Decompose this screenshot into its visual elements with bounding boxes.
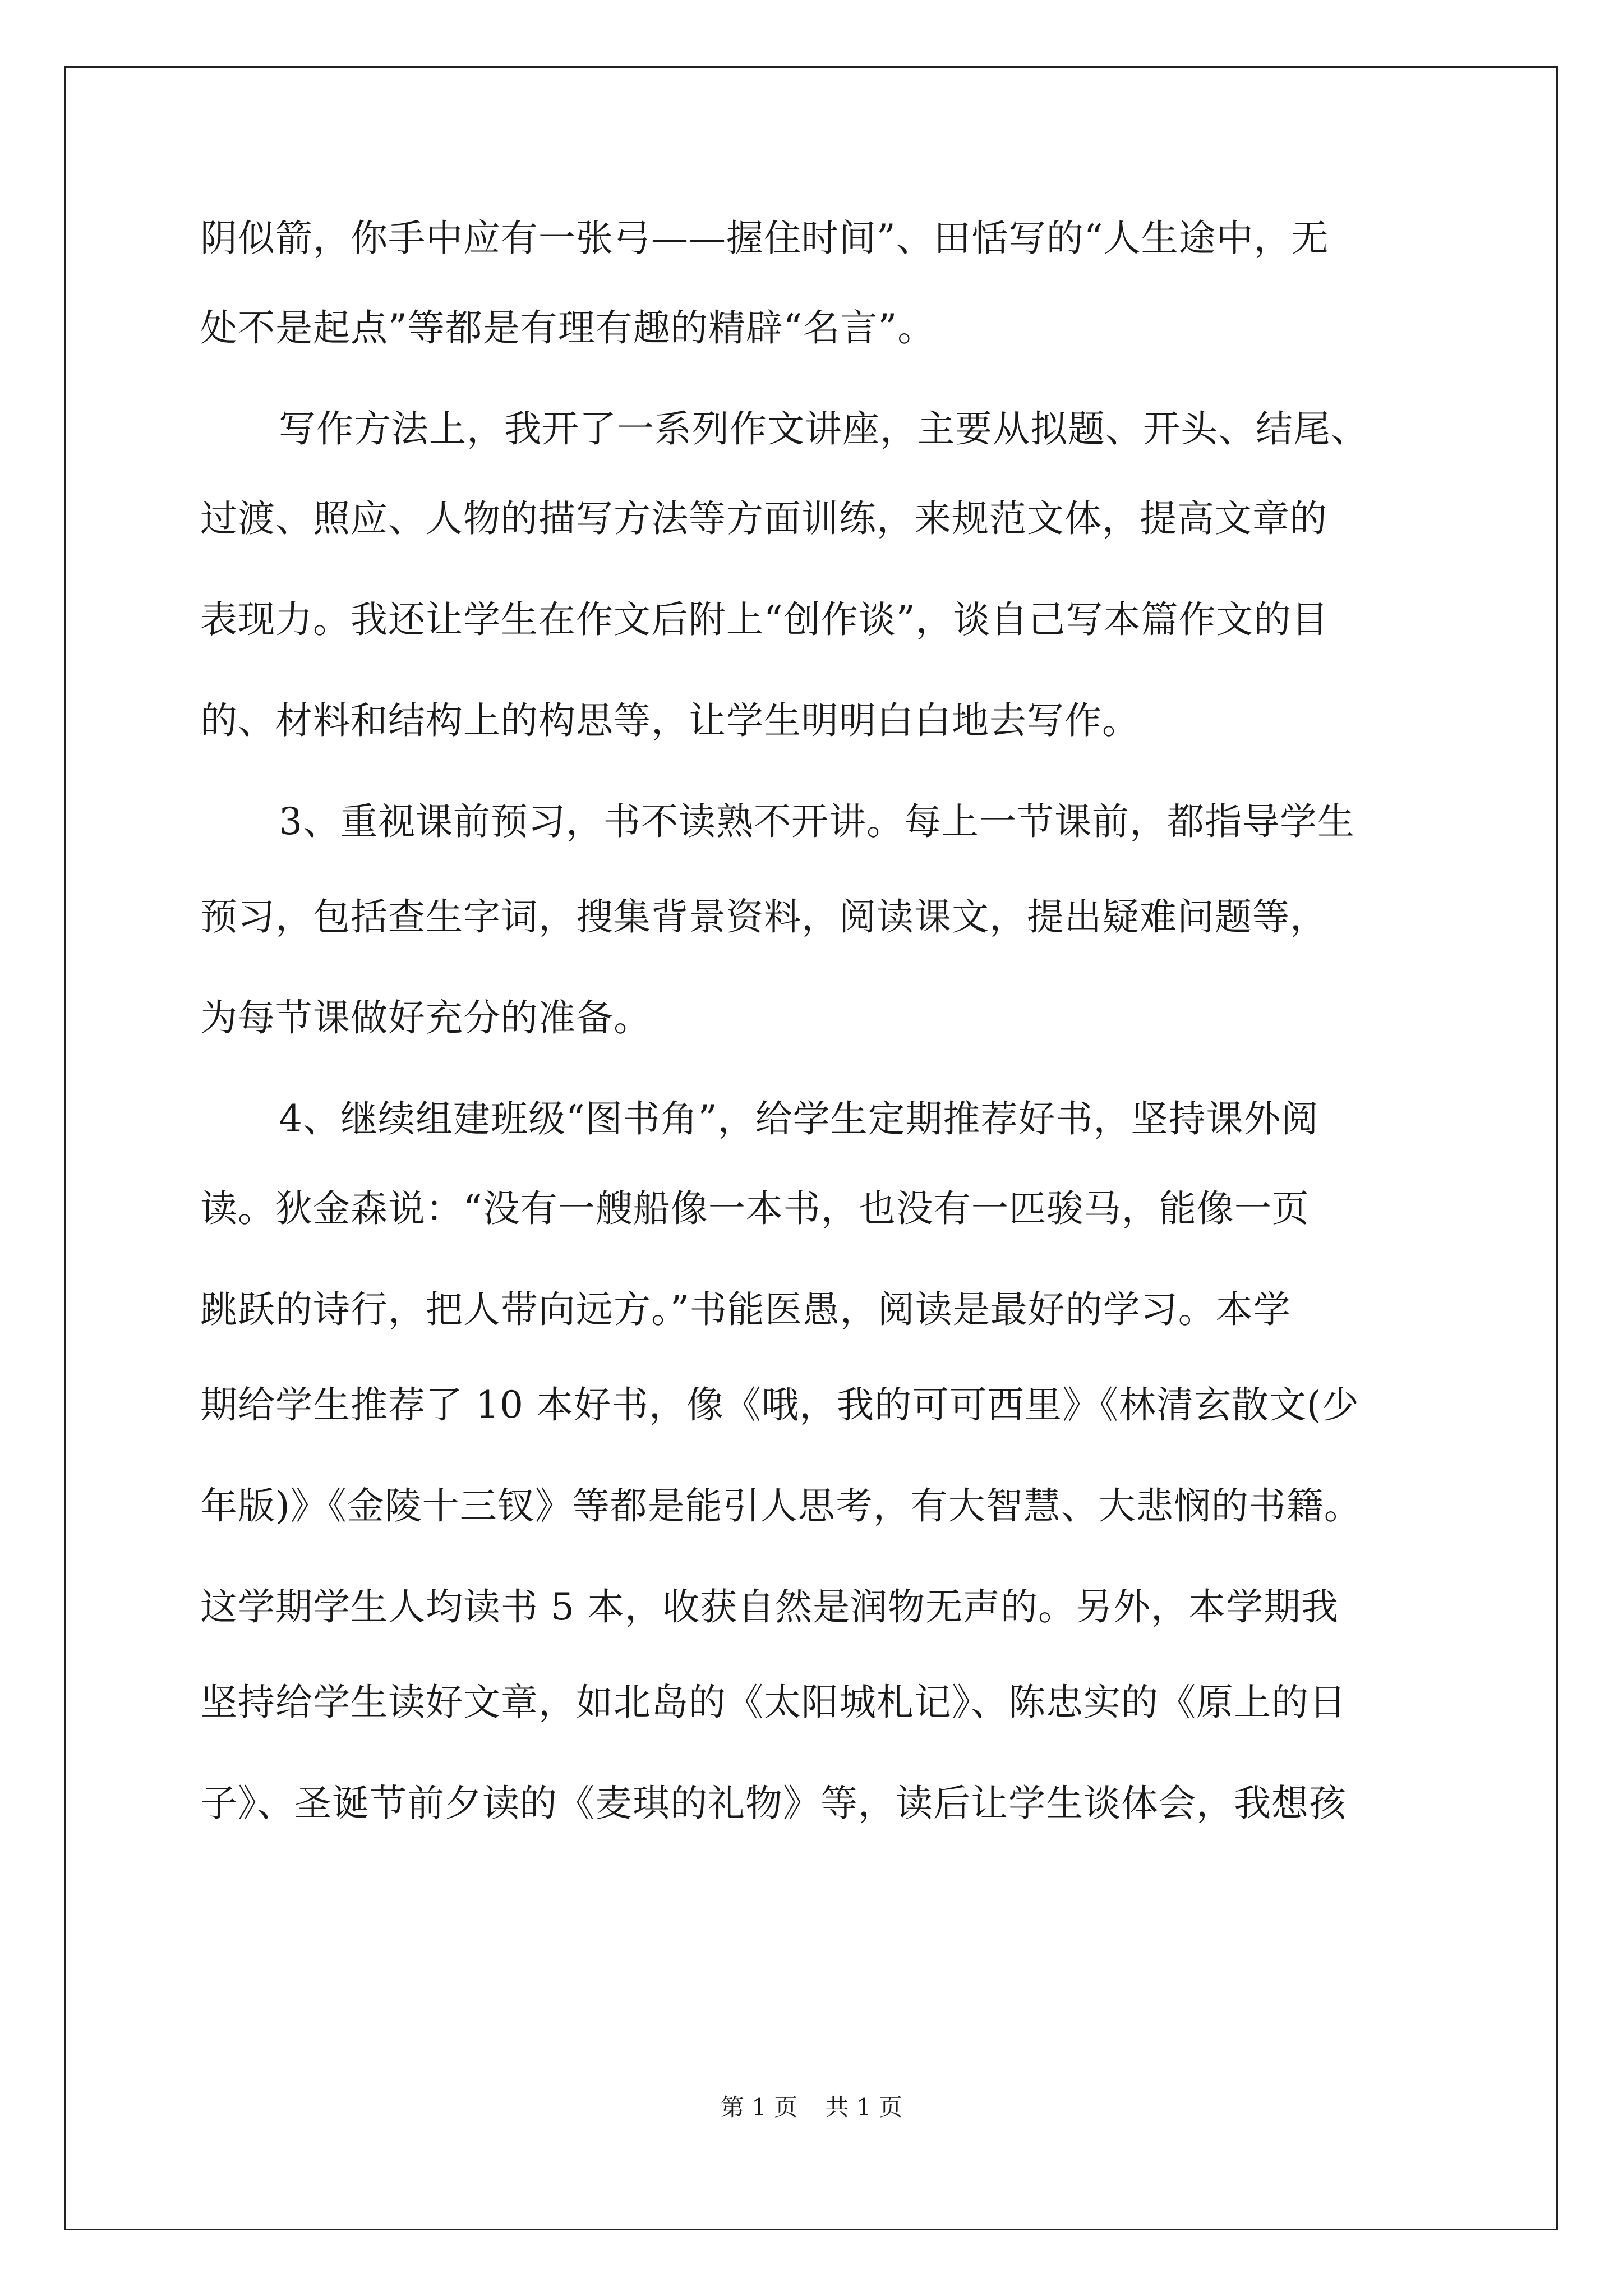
text-line: 跳跃的诗行，把人带向远方。”书能医愚，阅读是最好的学习。本学 xyxy=(200,1288,1291,1331)
page-total: 共 1 页 xyxy=(825,2093,903,2121)
page-footer xyxy=(0,2091,1623,2124)
page-number: 第 1 页 xyxy=(720,2093,798,2121)
text-line: 的、材料和结构上的构思等，让学生明明白白地去写作。 xyxy=(200,699,1140,742)
text-line: 坚持给学生读好文章，如北岛的《太阳城札记》、陈忠实的《原上的日 xyxy=(200,1681,1347,1724)
text-line: 年版)》《金陵十三钗》等都是能引人思考，有大智慧、大悲悯的书籍。 xyxy=(200,1484,1362,1527)
paragraph-start-line: 4、继续组建班级“图书角”，给学生定期推荐好书，坚持课外阅 xyxy=(279,1097,1319,1140)
paragraph-start-line: 写作方法上，我开了一系列作文讲座，主要从拟题、开头、结尾、 xyxy=(279,407,1368,450)
text-line: 这学期学生人均读书 5 本，收获自然是润物无声的。另外，本学期我 xyxy=(200,1585,1339,1628)
text-line: 阴似箭，你手中应有一张弓——握住时间”、田恬写的“人生途中，无 xyxy=(200,217,1329,260)
text-line: 为每节课做好充分的准备。 xyxy=(200,996,651,1039)
text-line: 子》、圣诞节前夕读的《麦琪的礼物》等，读后让学生谈体会，我想孩 xyxy=(200,1782,1347,1825)
text-line: 读。狄金森说：“没有一艘船像一本书，也没有一匹骏马，能像一页 xyxy=(200,1187,1310,1230)
page-border xyxy=(64,66,1558,2230)
text-line: 处不是起点”等都是有理有趣的精辟“名言”。 xyxy=(200,306,935,349)
text-line: 预习，包括查生字词，搜集背景资料，阅读课文，提出疑难问题等， xyxy=(200,895,1327,938)
text-line: 过渡、照应、人物的描写方法等方面训练，来规范文体，提高文章的 xyxy=(200,497,1327,540)
text-line: 期给学生推荐了 10 本好书，像《哦，我的可可西里》《林清玄散文(少 xyxy=(200,1383,1359,1427)
text-line: 表现力。我还让学生在作文后附上“创作谈”，谈自己写本篇作文的目 xyxy=(200,598,1329,641)
paragraph-start-line: 3、重视课前预习，书不读熟不开讲。每上一节课前，都指导学生 xyxy=(279,800,1355,843)
